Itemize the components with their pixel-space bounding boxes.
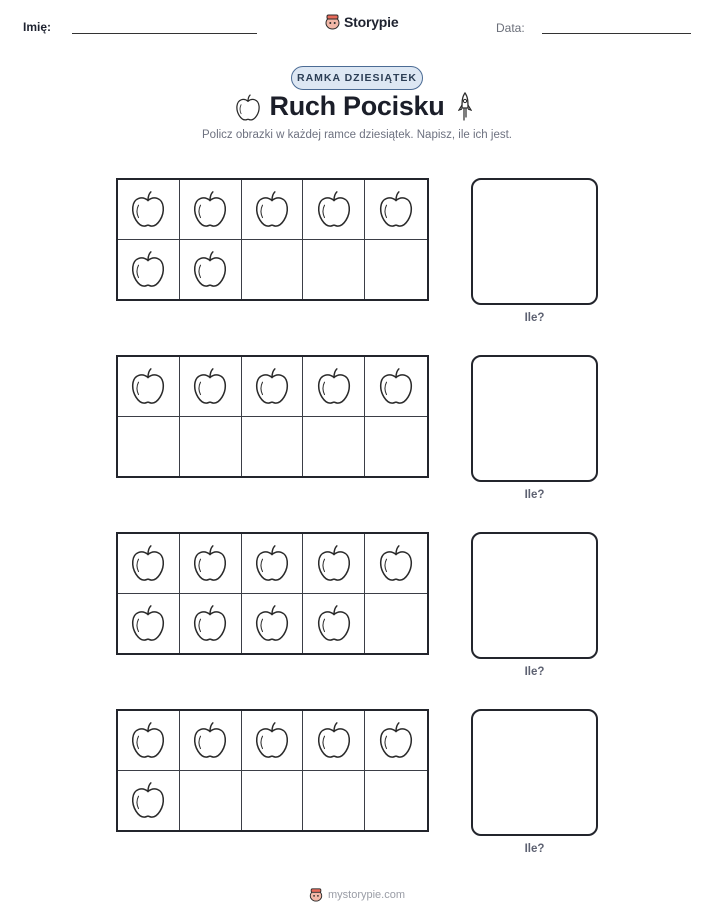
answer-box-2[interactable] — [471, 355, 598, 482]
worksheet-title: Ruch Pocisku — [269, 91, 445, 121]
answer-box-4[interactable] — [471, 709, 598, 836]
frame-cell — [180, 357, 242, 417]
brand-name: Storypie — [344, 13, 399, 30]
answer-label-2: Ile? — [524, 489, 545, 501]
frame-cell — [303, 711, 365, 771]
frame-cell — [242, 534, 304, 594]
ten-frame-2 — [116, 355, 429, 478]
apple-icon — [191, 189, 229, 229]
apple-icon — [129, 189, 167, 229]
apple-icon — [315, 189, 353, 229]
apple-icon — [191, 603, 229, 643]
apple-icon — [129, 603, 167, 643]
answer-label-3: Ile? — [524, 666, 545, 678]
name-label: Imię: — [23, 20, 52, 34]
frame-cell — [303, 771, 365, 831]
apple-icon — [253, 189, 291, 229]
frame-cell — [365, 534, 427, 594]
category-badge: RAMKA DZIESIĄTEK — [291, 66, 423, 90]
apple-icon — [191, 543, 229, 583]
frame-cell — [365, 594, 427, 654]
apple-icon — [377, 543, 415, 583]
frame-cell — [303, 417, 365, 477]
apple-icon — [253, 603, 291, 643]
frame-cell — [303, 357, 365, 417]
apple-icon — [315, 366, 353, 406]
frame-cell — [303, 180, 365, 240]
frame-cell — [242, 594, 304, 654]
ten-frame-4 — [116, 709, 429, 832]
apple-icon — [315, 543, 353, 583]
frame-cell — [180, 240, 242, 300]
ten-frame-3 — [116, 532, 429, 655]
apple-icon — [129, 780, 167, 820]
frame-cell — [118, 180, 180, 240]
apple-icon — [315, 720, 353, 760]
frame-cell — [365, 357, 427, 417]
brand-logo — [325, 13, 398, 30]
apple-icon — [129, 720, 167, 760]
frame-cell — [118, 417, 180, 477]
frame-cell — [180, 180, 242, 240]
frame-cell — [242, 771, 304, 831]
apple-icon — [129, 366, 167, 406]
apple-icon — [315, 603, 353, 643]
frame-cell — [365, 771, 427, 831]
apple-icon — [377, 366, 415, 406]
frame-cell — [365, 417, 427, 477]
answer-box-1[interactable] — [471, 178, 598, 305]
frame-cell — [242, 240, 304, 300]
ten-frame-1 — [116, 178, 429, 301]
frame-cell — [365, 240, 427, 300]
frame-cell — [242, 180, 304, 240]
frame-cell — [303, 594, 365, 654]
apple-icon — [191, 720, 229, 760]
storypie-mascot-icon — [309, 887, 323, 902]
frame-cell — [118, 711, 180, 771]
apple-icon — [377, 189, 415, 229]
answer-box-3[interactable] — [471, 532, 598, 659]
frame-cell — [365, 711, 427, 771]
frame-cell — [242, 711, 304, 771]
apple-icon — [253, 720, 291, 760]
frame-cell — [118, 771, 180, 831]
frame-cell — [180, 711, 242, 771]
answer-label-4: Ile? — [524, 843, 545, 855]
apple-icon — [191, 249, 229, 289]
apple-icon — [129, 249, 167, 289]
instructions: Policz obrazki w każdej ramce dziesiątek. Napisz, ile ich jest. — [202, 129, 512, 141]
date-line[interactable] — [542, 33, 691, 34]
frame-cell — [180, 417, 242, 477]
frame-cell — [180, 534, 242, 594]
frame-cell — [303, 240, 365, 300]
apple-icon — [253, 543, 291, 583]
apple-icon — [377, 720, 415, 760]
apple-icon — [253, 366, 291, 406]
frame-cell — [242, 417, 304, 477]
answer-label-1: Ile? — [524, 312, 545, 324]
frame-cell — [180, 771, 242, 831]
apple-icon — [129, 543, 167, 583]
frame-cell — [118, 534, 180, 594]
frame-cell — [365, 180, 427, 240]
footer — [0, 887, 714, 902]
footer-url: mystorypie.com — [327, 888, 406, 901]
frame-cell — [118, 240, 180, 300]
frame-cell — [118, 594, 180, 654]
frame-cell — [303, 534, 365, 594]
date-label: Data: — [496, 21, 525, 35]
frame-cell — [118, 357, 180, 417]
name-line[interactable] — [72, 33, 257, 34]
frame-cell — [180, 594, 242, 654]
storypie-mascot-icon — [325, 13, 340, 30]
apple-icon — [191, 366, 229, 406]
rocket-icon — [458, 92, 472, 122]
frame-cell — [242, 357, 304, 417]
